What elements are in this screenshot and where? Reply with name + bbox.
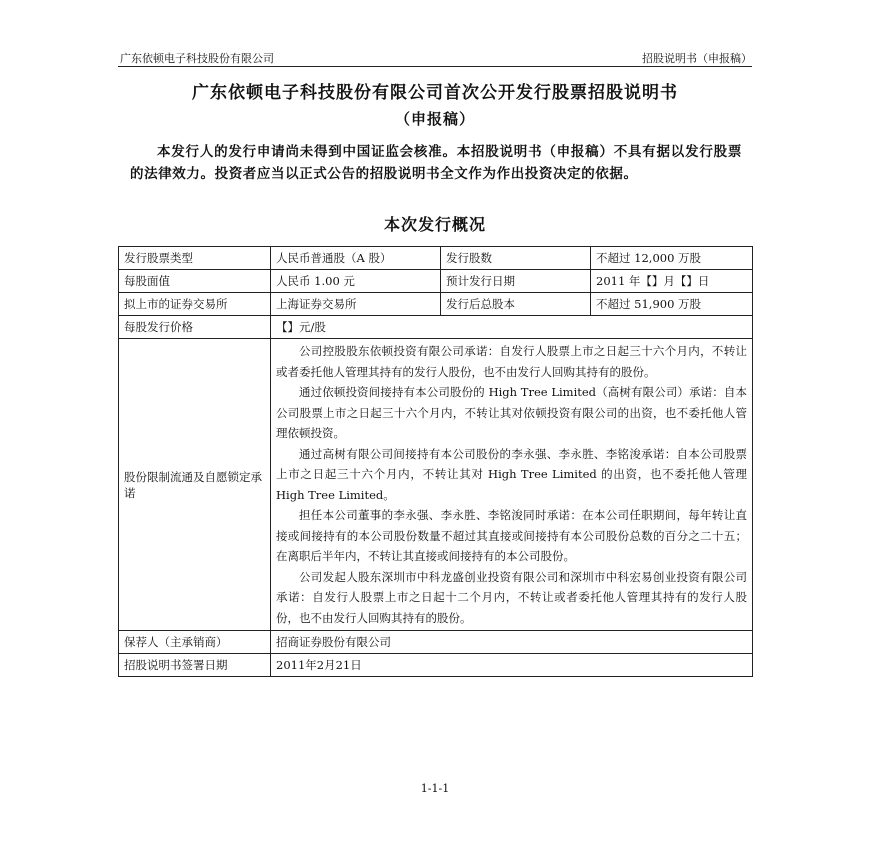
table-row <box>119 247 753 270</box>
table-key: 每股发行价格 <box>119 316 271 339</box>
table-key: 每股面值 <box>119 270 271 293</box>
table-row <box>119 654 753 677</box>
table-row <box>119 270 753 293</box>
table-key: 发行股票类型 <box>119 247 271 270</box>
table-row <box>119 631 753 654</box>
page-number: 1-1-1 <box>420 782 450 795</box>
table-value: 2011 年【】月【】日 <box>591 270 753 293</box>
table-key: 招股说明书签署日期 <box>119 654 271 677</box>
table-value: 人民币普通股（A 股） <box>271 247 441 270</box>
table-key: 发行后总股本 <box>441 293 591 316</box>
table-value: 招商证券股份有限公司 <box>271 631 753 654</box>
table-key: 拟上市的证券交易所 <box>119 293 271 316</box>
commitment-paragraph: 公司发起人股东深圳市中科龙盛创业投资有限公司和深圳市中科宏易创业投资有限公司承诺：自发行人股票上市之日起十二个月内，不转让或者委托他人管理其持有的发行人股份，也不由发行人回购其持有的股份。 <box>276 569 747 625</box>
commitment-paragraph: 通过依顿投资间接持有本公司股份的 High Tree Limited（高树有限公司）承诺：自本公司股票上市之日起三十六个月内，不转让其对依顿投资有限公司的出资，也不委托他人管理依顿投资。 <box>276 385 747 440</box>
commitment-paragraph: 公司控股股东依顿投资有限公司承诺：自发行人股票上市之日起三十六个月内，不转让或者委托他人管理其持有的发行人股份，也不由发行人回购其持有的股份。 <box>276 344 747 379</box>
table-value: 不超过 51,900 万股 <box>591 293 753 316</box>
table-row <box>119 316 753 339</box>
header-divider <box>118 66 752 67</box>
commitment-paragraph: 担任本公司董事的李永强、李永胜、李铭浚同时承诺：在本公司任职期间，每年转让直接或间接持有的本公司股份数量不超过其直接或间接持有本公司股份总数的百分之二十五；在离职后半年内，不转让其直接或间接持有的本公司股份。 <box>276 508 747 563</box>
table-value: 【】元/股 <box>271 316 753 339</box>
offering-overview-table <box>118 246 753 677</box>
table-value: 2011年2月21日 <box>271 654 753 677</box>
table-key: 发行股数 <box>441 247 591 270</box>
section-title: 本次发行概况 <box>383 215 486 234</box>
table-value: 人民币 1.00 元 <box>271 270 441 293</box>
table-value: 不超过 12,000 万股 <box>591 247 753 270</box>
table-row <box>119 293 753 316</box>
table-key: 保荐人（主承销商） <box>119 631 271 654</box>
table-value: 上海证券交易所 <box>271 293 441 316</box>
table-key: 股份限制流通及自愿锁定承诺 <box>119 339 271 631</box>
commitment-paragraph: 通过高树有限公司间接持有本公司股份的李永强、李永胜、李铭浚承诺：自本公司股票上市之日起三十六个月内，不转让其对 High Tree Limited 的出资，也不委托他人管理 High Tree Limited。 <box>276 446 747 502</box>
table-key: 预计发行日期 <box>441 270 591 293</box>
table-row-lockup <box>119 339 753 631</box>
header-doc-label: 招股说明书（申报稿） <box>642 52 752 65</box>
notice-paragraph: 本发行人的发行申请尚未得到中国证监会核准。本招股说明书（申报稿）不具有据以发行股票的法律效力。投资者应当以正式公告的招股说明书全文作为作出投资决定的依据。 <box>130 144 742 182</box>
document-subtitle: （申报稿） <box>394 110 475 128</box>
lockup-commitments <box>271 339 753 631</box>
header-company: 广东依顿电子科技股份有限公司 <box>120 52 274 65</box>
document-title: 广东依顿电子科技股份有限公司首次公开发行股票招股说明书 <box>192 83 678 103</box>
